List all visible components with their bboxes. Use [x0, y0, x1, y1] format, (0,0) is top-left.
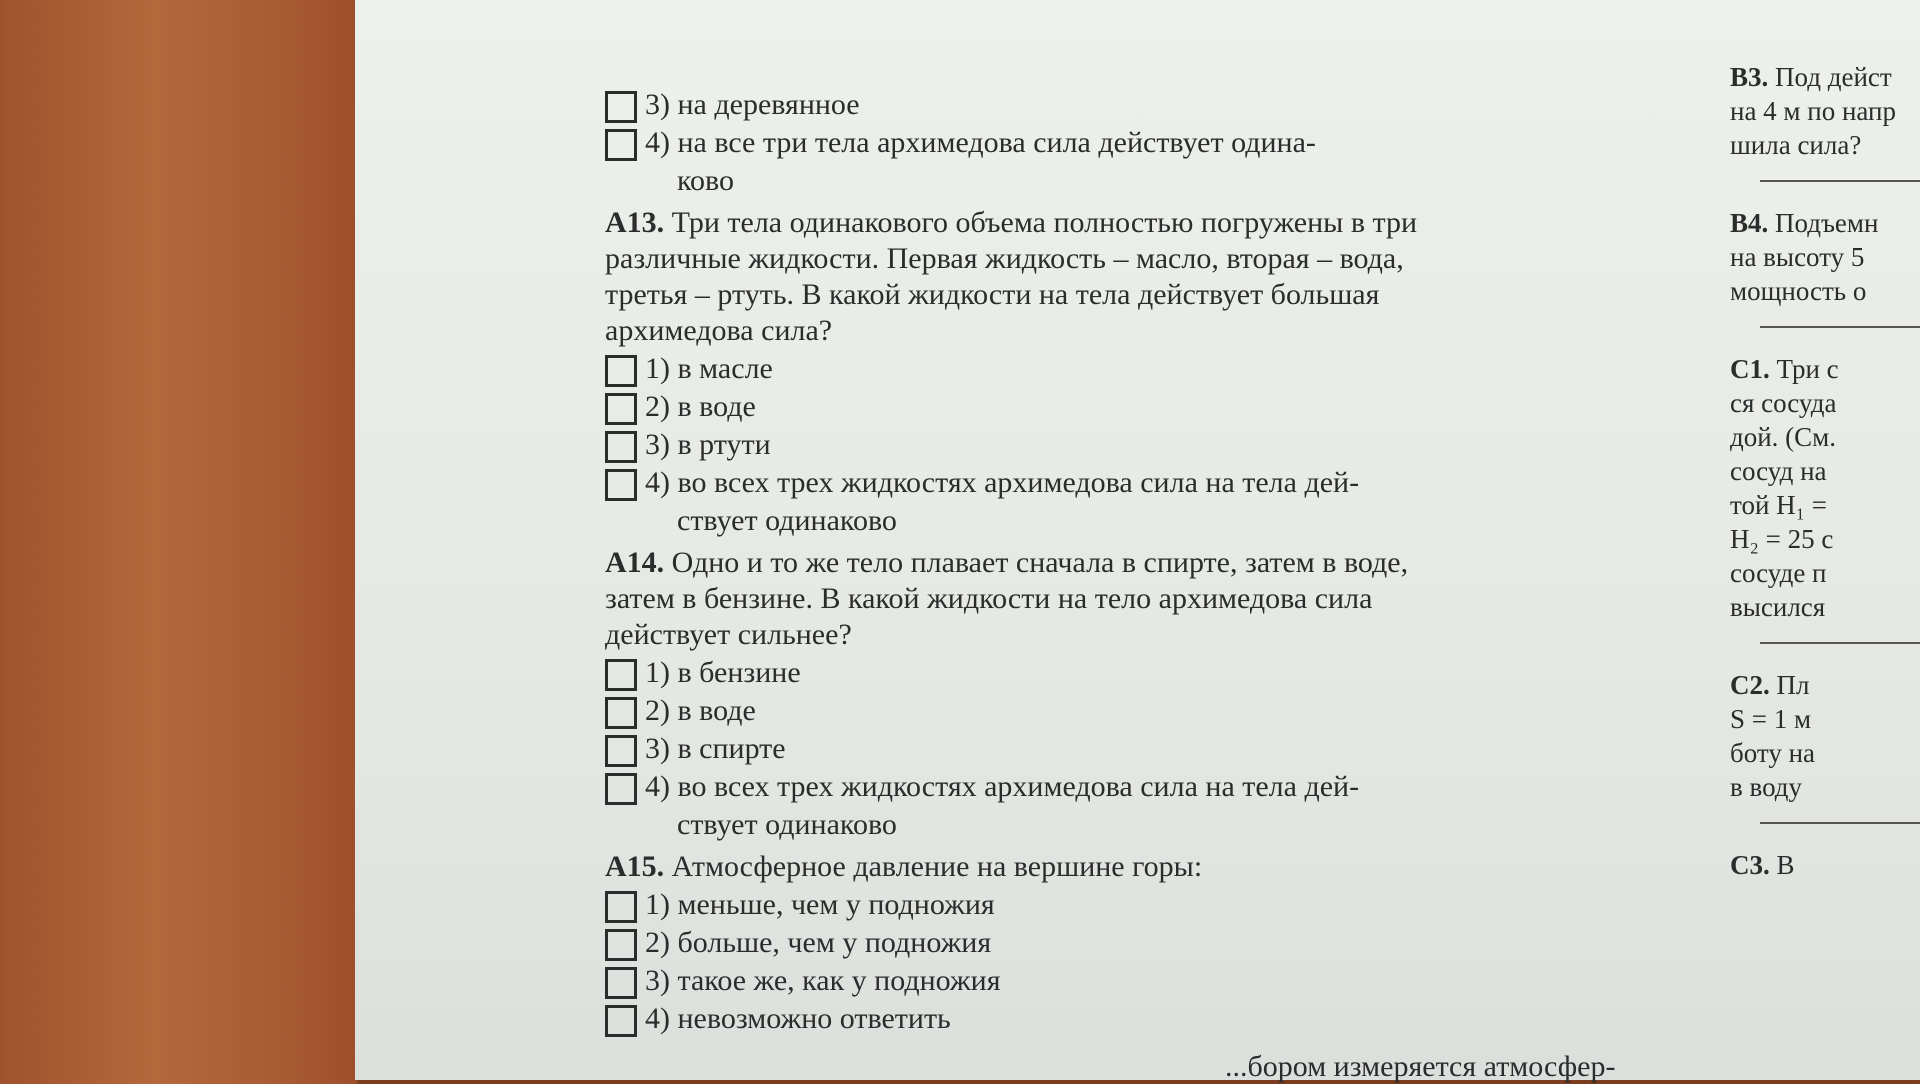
right-column — [1730, 60, 1920, 902]
question-line: Подъемн — [1775, 208, 1879, 238]
option-item — [605, 887, 1485, 923]
answer-checkbox[interactable] — [605, 929, 637, 961]
option-text: 4) на все три тела архимедова сила действует одина- — [645, 126, 1316, 159]
answer-checkbox[interactable] — [605, 1005, 637, 1037]
question-a15 — [605, 849, 1485, 1037]
question-line: на 4 м по напр — [1730, 96, 1896, 126]
question-label: В4. — [1730, 208, 1769, 238]
question-line: H₂ = 25 с — [1730, 524, 1834, 554]
answer-checkbox[interactable] — [605, 91, 637, 123]
option-continuation: ствует одинаково — [677, 504, 897, 537]
option-item — [605, 351, 1485, 387]
worksheet-page — [355, 0, 1920, 1083]
question-a13 — [605, 205, 1485, 539]
question-b3 — [1730, 60, 1920, 182]
option-text: 3) на деревянное — [645, 88, 860, 121]
option-text: 1) меньше, чем у подножия — [645, 888, 995, 921]
question-text: Три тела одинакового объема полностью погружены в три различные жидкости. Первая жидкость – масло, вторая – вода, третья – ртуть. В какой жидкости на тела действует большая архимедова сила? — [605, 206, 1418, 347]
question-line: сосуд на — [1730, 456, 1827, 486]
option-item — [605, 769, 1485, 805]
question-line: той H₁ = — [1730, 490, 1828, 520]
a12-options — [605, 87, 1485, 199]
question-label: В3. — [1730, 62, 1769, 92]
option-item — [605, 1001, 1485, 1037]
option-text: 3) в ртути — [645, 428, 771, 461]
question-label: А15. — [605, 850, 665, 883]
question-line: на высоту 5 — [1730, 242, 1865, 272]
question-line: мощность о — [1730, 276, 1867, 306]
question-c3 — [1730, 848, 1920, 882]
question-line: S = 1 м — [1730, 704, 1812, 734]
option-continuation: ково — [677, 164, 735, 197]
question-line: Пл — [1776, 670, 1810, 700]
question-text: Атмосферное давление на вершине горы: — [671, 850, 1203, 883]
option-item — [605, 693, 1485, 729]
option-text: 4) во всех трех жидкостях архимедова сила на тела дей- — [645, 770, 1360, 803]
question-line: боту на — [1730, 738, 1816, 768]
question-line: высился — [1730, 592, 1826, 622]
option-item — [605, 925, 1485, 961]
answer-checkbox[interactable] — [605, 393, 637, 425]
answer-checkbox[interactable] — [605, 967, 637, 999]
answer-checkbox[interactable] — [605, 355, 637, 387]
question-label: С1. — [1730, 354, 1770, 384]
option-text: 2) в воде — [645, 390, 756, 423]
question-line: Под дейст — [1775, 62, 1892, 92]
question-c2 — [1730, 668, 1920, 824]
option-item — [605, 655, 1485, 691]
option-text: 2) в воде — [645, 694, 756, 727]
answer-line[interactable] — [1760, 642, 1920, 644]
option-item — [605, 465, 1485, 501]
question-a14 — [605, 545, 1485, 843]
question-line: шила сила? — [1730, 130, 1862, 160]
option-text: 2) больше, чем у подножия — [645, 926, 992, 959]
question-label: А14. — [605, 546, 665, 579]
question-line: сосуде п — [1730, 558, 1827, 588]
answer-checkbox[interactable] — [605, 659, 637, 691]
option-item — [605, 427, 1485, 463]
option-continuation: ствует одинаково — [677, 808, 897, 841]
question-text: Одно и то же тело плавает сначала в спирте, затем в воде, затем в бензине. В какой жидкости на тело архимедова сила действует сильнее? — [605, 546, 1409, 651]
option-item — [605, 125, 1485, 161]
question-label: А13. — [605, 206, 665, 239]
answer-line[interactable] — [1760, 180, 1920, 182]
cut-off-text: ...бором измеряется атмосфер- — [1225, 1050, 1616, 1083]
option-text: 1) в бензине — [645, 656, 801, 689]
option-text: 3) в спирте — [645, 732, 786, 765]
question-line: ся сосуда — [1730, 388, 1837, 418]
question-line: в воду — [1730, 772, 1803, 802]
question-c1 — [1730, 352, 1920, 644]
answer-checkbox[interactable] — [605, 735, 637, 767]
answer-line[interactable] — [1760, 822, 1920, 824]
option-item — [605, 389, 1485, 425]
option-text: 4) невозможно ответить — [645, 1002, 951, 1035]
questions-column — [605, 85, 1485, 1039]
answer-checkbox[interactable] — [605, 773, 637, 805]
answer-checkbox[interactable] — [605, 469, 637, 501]
option-item — [605, 963, 1485, 999]
question-line: дой. (См. — [1730, 422, 1837, 452]
option-text: 4) во всех трех жидкостях архимедова сила на тела дей- — [645, 466, 1360, 499]
answer-checkbox[interactable] — [605, 431, 637, 463]
question-label: С2. — [1730, 670, 1770, 700]
question-line: В — [1776, 850, 1795, 880]
answer-line[interactable] — [1760, 326, 1920, 328]
question-line: Три с — [1776, 354, 1839, 384]
option-item — [605, 87, 1485, 123]
option-text: 1) в масле — [645, 352, 773, 385]
answer-checkbox[interactable] — [605, 891, 637, 923]
question-b4 — [1730, 206, 1920, 328]
option-item — [605, 731, 1485, 767]
option-text: 3) такое же, как у подножия — [645, 964, 1001, 997]
question-label: С3. — [1730, 850, 1770, 880]
answer-checkbox[interactable] — [605, 129, 637, 161]
answer-checkbox[interactable] — [605, 697, 637, 729]
